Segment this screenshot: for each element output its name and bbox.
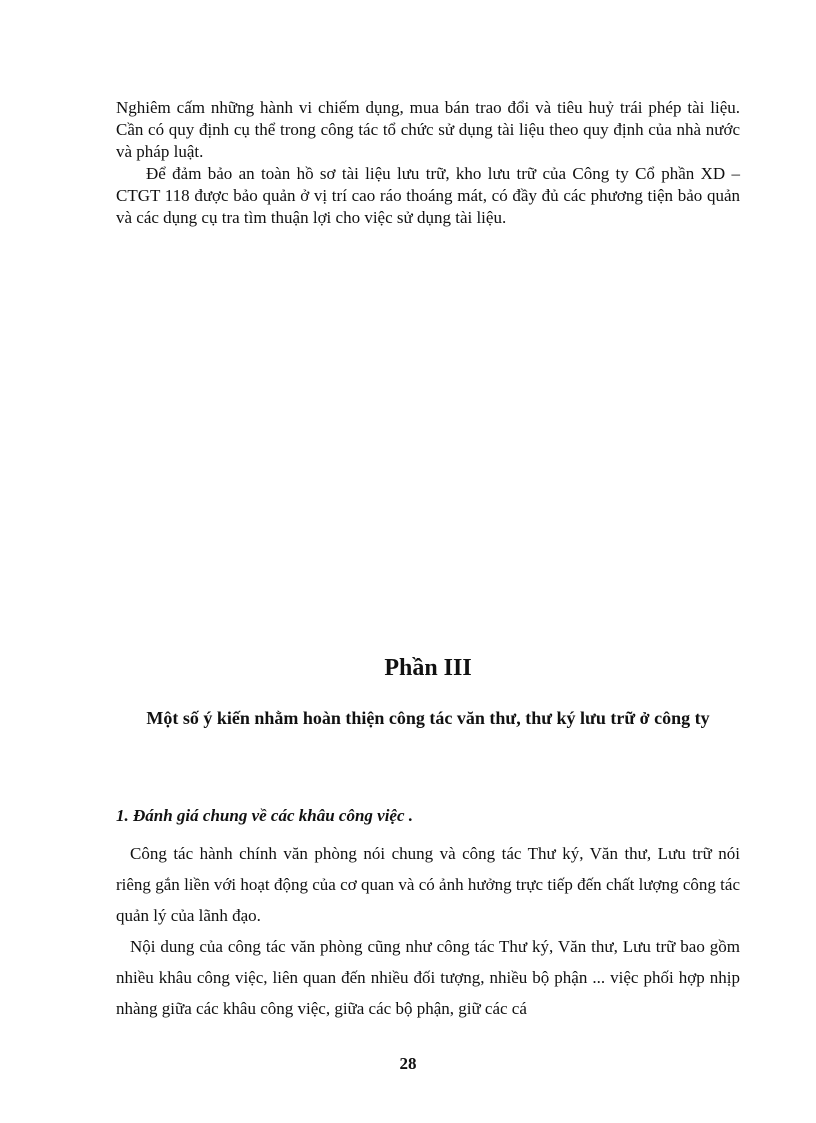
top-text-block bbox=[116, 97, 740, 229]
page-number: 28 bbox=[399, 1054, 417, 1073]
section-text-block bbox=[116, 838, 740, 1024]
part-title: Phần III bbox=[384, 655, 472, 681]
paragraph-office-content: Nội dung của công tác văn phòng cũng như công tác Thư ký, Văn thư, Lưu trữ bao gồm nhiều khâu công việc, liên quan đến nhiều đối tượng, nhiều bộ phận ... việc phối hợp nhịp nhàng giữa các khâu công việc, giữa các bộ phận, giữ các cá bbox=[116, 937, 740, 1018]
section-heading: 1. Đánh giá chung về các khâu công việc . bbox=[116, 806, 414, 825]
paragraph-prohibition: Nghiêm cấm những hành vi chiếm dụng, mua bán trao đổi và tiêu huỷ trái phép tài liệu. Cần có quy định cụ thể trong công tác tổ chức sử dụng tài liệu theo quy định của nhà nước và pháp luật. bbox=[116, 98, 740, 161]
part-subtitle: Một số ý kiến nhằm hoàn thiện công tác văn thư, thư ký lưu trữ ở công ty bbox=[146, 708, 710, 728]
paragraph-admin-work: Công tác hành chính văn phòng nói chung và công tác Thư ký, Văn thư, Lưu trữ nói riêng gắn liền với hoạt động của cơ quan và có ảnh hưởng trực tiếp đến chất lượng công tác quản lý của lãnh đạo. bbox=[116, 844, 740, 925]
paragraph-archive-safety: Để đảm bảo an toàn hồ sơ tài liệu lưu trữ, kho lưu trữ của Công ty Cổ phần XD – CTGT 118 được bảo quản ở vị trí cao ráo thoáng mát, có đầy đủ các phương tiện bảo quản và các dụng cụ tra tìm thuận lợi cho việc sử dụng tài liệu. bbox=[116, 164, 740, 227]
